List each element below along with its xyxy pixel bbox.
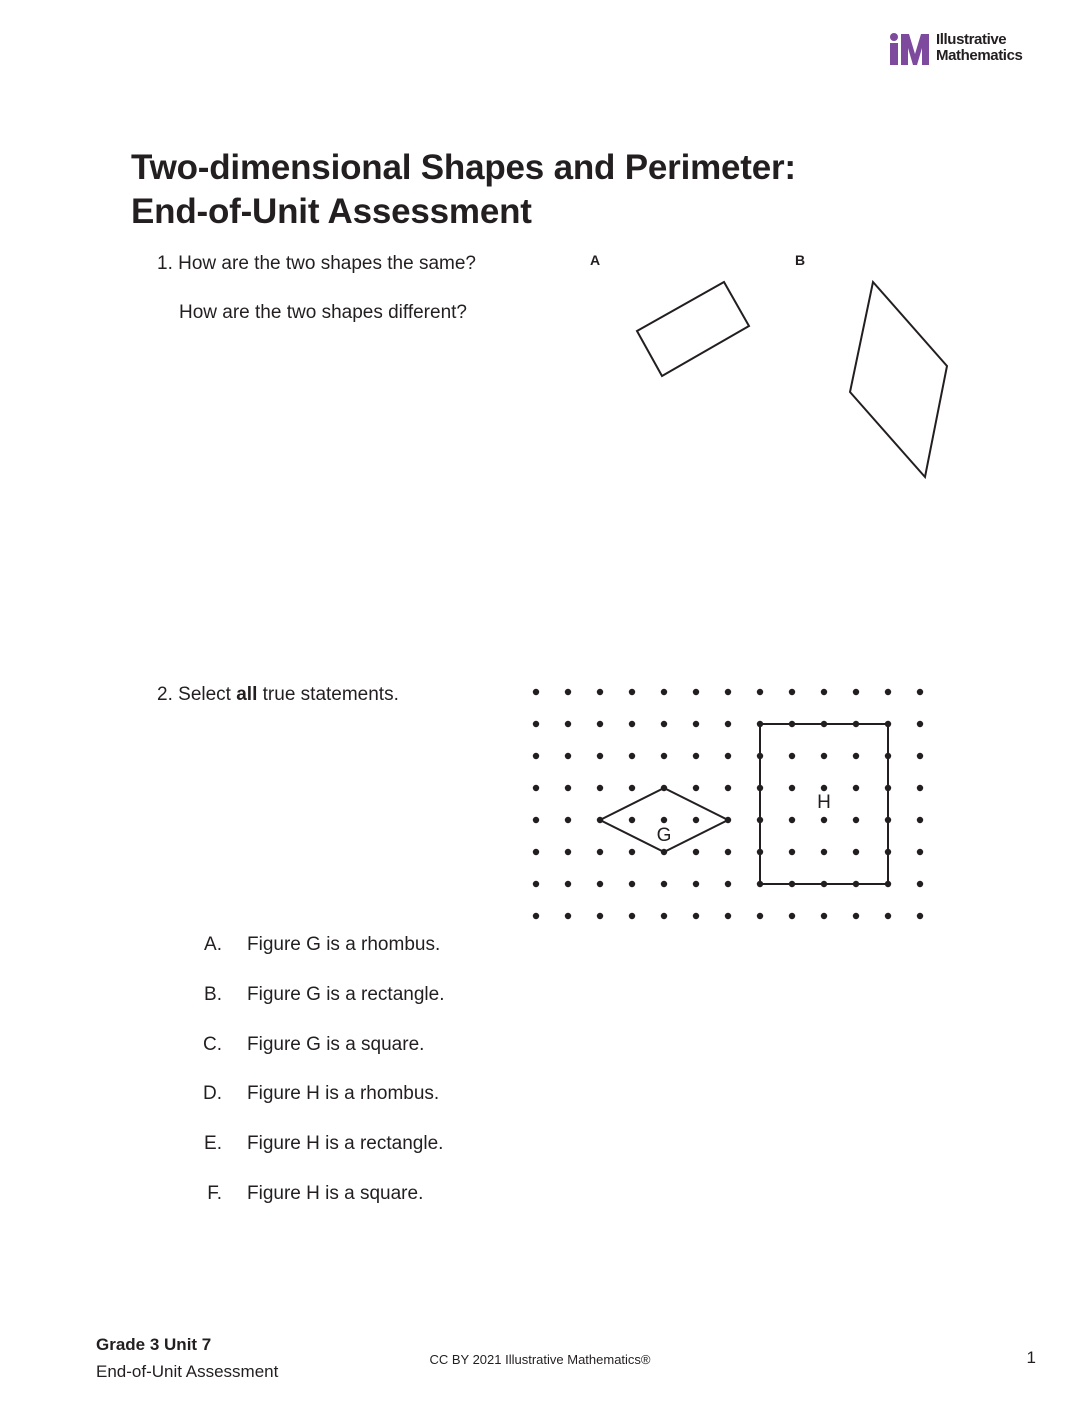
option-b-text: Figure G is a rectangle. [247, 984, 445, 1005]
shape-b-label: B [795, 252, 806, 268]
grid-dot [597, 849, 603, 855]
question2-dot-grid [520, 676, 940, 932]
question2-prompt-before: Select [178, 684, 231, 705]
grid-dot [821, 849, 827, 855]
grid-dot [725, 689, 731, 695]
grid-dot [917, 817, 923, 823]
grid-dot [597, 785, 603, 791]
footer-grade-unit: Grade 3 Unit 7 [96, 1335, 212, 1354]
grid-dot [629, 689, 635, 695]
grid-dot [693, 721, 699, 727]
grid-dot [661, 817, 667, 823]
grid-dot [725, 849, 731, 855]
option-f[interactable] [200, 1182, 600, 1206]
grid-dot [917, 785, 923, 791]
grid-dot [853, 689, 859, 695]
grid-dot [789, 753, 795, 759]
footer-license-text: CC BY 2021 Illustrative Mathematics® [429, 1352, 651, 1367]
grid-dot [725, 721, 731, 727]
grid-dot [661, 881, 667, 887]
grid-dot [853, 753, 859, 759]
grid-dot [853, 849, 859, 855]
grid-dot [533, 785, 539, 791]
option-e-text: Figure H is a rectangle. [247, 1133, 444, 1154]
question2-number: 2. [157, 684, 173, 705]
figure-h-label: H [817, 792, 831, 813]
grid-dot [597, 721, 603, 727]
grid-dot [725, 785, 731, 791]
grid-dot [789, 689, 795, 695]
grid-dot [693, 753, 699, 759]
question1-prompt-different: How are the two shapes different? [179, 302, 467, 323]
option-c-text: Figure G is a square. [247, 1034, 425, 1055]
logo-wordmark [936, 32, 1022, 64]
footer-license [0, 1352, 1088, 1367]
grid-dot [565, 785, 571, 791]
grid-dot [885, 913, 891, 919]
grid-dot [853, 785, 859, 791]
grid-dot [725, 753, 731, 759]
question1-number: 1. [157, 253, 173, 274]
grid-dot [533, 881, 539, 887]
question1-shapes [620, 270, 960, 490]
illustrative-mathematics-logo [888, 30, 1048, 70]
grid-dot [597, 753, 603, 759]
grid-dot [917, 721, 923, 727]
grid-dot [661, 753, 667, 759]
grid-dot [821, 785, 827, 791]
option-a-text: Figure G is a rhombus. [247, 934, 441, 955]
question2-prompt-bold: all [236, 684, 258, 705]
grid-dot [917, 689, 923, 695]
question2-prompt [157, 683, 399, 707]
grid-dot [565, 881, 571, 887]
grid-dot [629, 817, 635, 823]
option-d[interactable] [200, 1082, 600, 1106]
grid-dot [725, 913, 731, 919]
question2-prompt-after: true statements. [262, 684, 399, 705]
grid-dot [693, 913, 699, 919]
grid-dot [597, 913, 603, 919]
grid-dot [565, 849, 571, 855]
grid-dot [661, 689, 667, 695]
grid-dot [789, 849, 795, 855]
grid-dot [853, 913, 859, 919]
grid-dot [661, 913, 667, 919]
grid-dot [917, 913, 923, 919]
shape-b-rhombus [850, 282, 947, 477]
option-b-letter: B. [204, 984, 222, 1005]
title-line1: Two-dimensional Shapes and Perimeter: [131, 148, 796, 187]
option-a[interactable] [200, 933, 600, 957]
option-f-text: Figure H is a square. [247, 1183, 424, 1204]
grid-dot [629, 881, 635, 887]
grid-dot [693, 785, 699, 791]
option-b[interactable] [200, 983, 600, 1007]
grid-dot [885, 689, 891, 695]
grid-dot [821, 913, 827, 919]
logo-text-line1: Illustrative [936, 31, 1007, 48]
grid-dot [821, 689, 827, 695]
question1-same-text: How are the two shapes the same? [178, 253, 476, 274]
page-number: 1 [1026, 1348, 1036, 1367]
grid-dot [533, 689, 539, 695]
grid-dot [565, 721, 571, 727]
grid-dot [533, 721, 539, 727]
grid-dot [629, 785, 635, 791]
page-title [131, 146, 951, 234]
grid-dot [917, 881, 923, 887]
option-d-text: Figure H is a rhombus. [247, 1083, 440, 1104]
grid-dot [789, 785, 795, 791]
shape-a-rectangle [637, 282, 749, 376]
grid-dot [533, 817, 539, 823]
grid-dot [533, 849, 539, 855]
question1-prompt-same [157, 252, 476, 276]
grid-dot [789, 817, 795, 823]
footer-subtitle: End-of-Unit Assessment [96, 1362, 279, 1381]
option-d-letter: D. [203, 1083, 222, 1104]
grid-dot [565, 913, 571, 919]
grid-dot [821, 817, 827, 823]
logo-text-line2: Mathematics [936, 47, 1023, 64]
im-logo-icon [888, 32, 932, 66]
grid-dot [565, 689, 571, 695]
option-e-letter: E. [204, 1133, 222, 1154]
grid-dot [693, 881, 699, 887]
grid-dot [661, 721, 667, 727]
grid-dot [597, 689, 603, 695]
figure-g-label: G [656, 825, 672, 846]
grid-dot [565, 753, 571, 759]
grid-dot [597, 881, 603, 887]
option-f-letter: F. [207, 1183, 222, 1204]
option-e[interactable] [200, 1132, 600, 1156]
grid-dot [757, 913, 763, 919]
grid-dot [853, 817, 859, 823]
grid-dot [629, 913, 635, 919]
grid-dot [789, 913, 795, 919]
grid-dot [533, 913, 539, 919]
grid-dot [917, 849, 923, 855]
option-c-letter: C. [203, 1034, 222, 1055]
title-line2: End-of-Unit Assessment [131, 192, 532, 231]
grid-dot [629, 849, 635, 855]
grid-dot [693, 849, 699, 855]
grid-dot [565, 817, 571, 823]
grid-dot [533, 753, 539, 759]
grid-dot [821, 753, 827, 759]
option-a-letter: A. [204, 934, 222, 955]
option-c[interactable] [200, 1033, 600, 1057]
grid-dot [629, 753, 635, 759]
grid-dot [693, 689, 699, 695]
grid-dot [629, 721, 635, 727]
grid-dot [693, 817, 699, 823]
grid-dot [757, 689, 763, 695]
shape-a-label: A [590, 252, 601, 268]
grid-dot [725, 881, 731, 887]
grid-dot [917, 753, 923, 759]
